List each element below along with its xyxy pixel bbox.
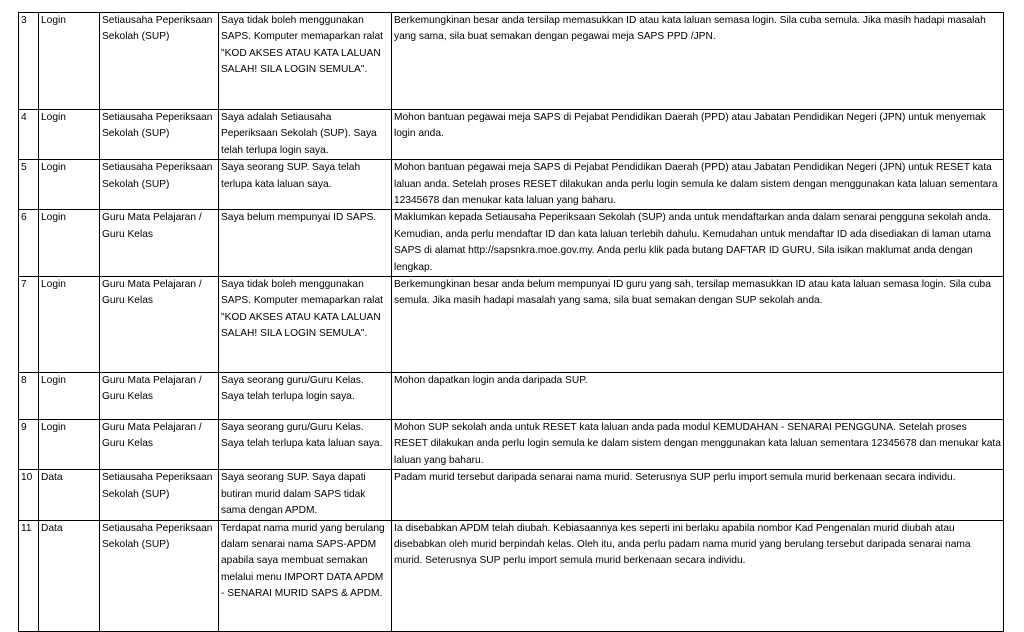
category-cell: Login [39, 160, 100, 210]
answer-cell: Mohon bantuan pegawai meja SAPS di Pejabat Pendidikan Daerah (PPD) atau Jabatan Pendidikan Negeri (JPN) untuk menyemak login anda. [392, 110, 1004, 160]
row-number: 9 [19, 420, 39, 470]
issue-cell: Saya seorang SUP. Saya dapati butiran murid dalam SAPS tidak sama dengan APDM. [219, 470, 392, 520]
table-row [19, 160, 1004, 210]
issue-cell: Saya adalah Setiausaha Peperiksaan Sekolah (SUP). Saya telah terlupa login saya. [219, 110, 392, 160]
issue-cell: Terdapat nama murid yang berulang dalam senarai nama SAPS-APDM apabila saya membuat semakan melalui menu IMPORT DATA APDM - SENARAI MURID SAPS & APDM. [219, 520, 392, 631]
user-cell: Setiausaha Peperiksaan Sekolah (SUP) [100, 470, 219, 520]
user-cell: Setiausaha Peperiksaan Sekolah (SUP) [100, 520, 219, 631]
row-number: 10 [19, 470, 39, 520]
answer-cell: Mohon dapatkan login anda daripada SUP. [392, 373, 1004, 420]
table-row [19, 520, 1004, 631]
user-cell: Setiausaha Peperiksaan Sekolah (SUP) [100, 13, 219, 110]
faq-table [18, 12, 1004, 632]
answer-cell: Berkemungkinan besar anda belum mempunyai ID guru yang sah, tersilap memasukkan ID atau kata laluan semasa login. Sila cuba semula. Jika masih hadapi masalah yang sama, sila buat semakan dengan SUP sekolah anda. [392, 277, 1004, 373]
row-number: 4 [19, 110, 39, 160]
answer-cell: Mohon SUP sekolah anda untuk RESET kata laluan anda pada modul KEMUDAHAN - SENARAI PENGGUNA. Setelah proses RESET dilakukan anda perlu login semula ke dalam sistem dengan menggunakan kata laluan sementara 12345678 dan menukar kata laluan yang baharu. [392, 420, 1004, 470]
category-cell: Login [39, 373, 100, 420]
issue-cell: Saya seorang SUP. Saya telah terlupa kata laluan saya. [219, 160, 392, 210]
category-cell: Login [39, 13, 100, 110]
user-cell: Setiausaha Peperiksaan Sekolah (SUP) [100, 110, 219, 160]
table-row [19, 277, 1004, 373]
category-cell: Login [39, 277, 100, 373]
user-cell: Guru Mata Pelajaran / Guru Kelas [100, 420, 219, 470]
row-number: 5 [19, 160, 39, 210]
category-cell: Login [39, 110, 100, 160]
answer-cell: Mohon bantuan pegawai meja SAPS di Pejabat Pendidikan Daerah (PPD) atau Jabatan Pendidikan Negeri (JPN) untuk RESET kata laluan anda. Setelah proses RESET dilakukan anda perlu login semula ke dalam sistem dengan menggunakan kata laluan sementara 12345678 dan menukar kata laluan yang baharu. [392, 160, 1004, 210]
issue-cell: Saya seorang guru/Guru Kelas. Saya telah terlupa login saya. [219, 373, 392, 420]
issue-cell: Saya belum mempunyai ID SAPS. [219, 210, 392, 277]
table-row [19, 373, 1004, 420]
user-cell: Guru Mata Pelajaran / Guru Kelas [100, 277, 219, 373]
issue-cell: Saya seorang guru/Guru Kelas. Saya telah terlupa kata laluan saya. [219, 420, 392, 470]
table-row [19, 13, 1004, 110]
category-cell: Login [39, 210, 100, 277]
table-row [19, 210, 1004, 277]
table-row [19, 110, 1004, 160]
user-cell: Setiausaha Peperiksaan Sekolah (SUP) [100, 160, 219, 210]
row-number: 7 [19, 277, 39, 373]
user-cell: Guru Mata Pelajaran / Guru Kelas [100, 373, 219, 420]
answer-cell: Ia disebabkan APDM telah diubah. Kebiasaannya kes seperti ini berlaku apabila nombor Kad Pengenalan murid diubah atau disebabkan oleh murid berpindah kelas. Oleh itu, anda perlu padam nama murid yang berulang tersebut daripada senarai nama murid. Seterusnya SUP perlu import semula murid berkenaan secara individu. [392, 520, 1004, 631]
table-row [19, 420, 1004, 470]
issue-cell: Saya tidak boleh menggunakan SAPS. Komputer memaparkan ralat "KOD AKSES ATAU KATA LALUAN SALAH! SILA LOGIN SEMULA". [219, 13, 392, 110]
row-number: 6 [19, 210, 39, 277]
table-row [19, 470, 1004, 520]
row-number: 3 [19, 13, 39, 110]
answer-cell: Padam murid tersebut daripada senarai nama murid. Seterusnya SUP perlu import semula murid berkenaan secara individu. [392, 470, 1004, 520]
row-number: 11 [19, 520, 39, 631]
category-cell: Login [39, 420, 100, 470]
user-cell: Guru Mata Pelajaran / Guru Kelas [100, 210, 219, 277]
answer-cell: Berkemungkinan besar anda tersilap memasukkan ID atau kata laluan semasa login. Sila cuba semula. Jika masih hadapi masalah yang sama, sila buat semakan dengan pegawai meja SAPS PPD /JPN. [392, 13, 1004, 110]
category-cell: Data [39, 470, 100, 520]
category-cell: Data [39, 520, 100, 631]
issue-cell: Saya tidak boleh menggunakan SAPS. Komputer memaparkan ralat "KOD AKSES ATAU KATA LALUAN SALAH! SILA LOGIN SEMULA". [219, 277, 392, 373]
row-number: 8 [19, 373, 39, 420]
answer-cell: Maklumkan kepada Setiausaha Peperiksaan Sekolah (SUP) anda untuk mendaftarkan anda dalam senarai pengguna sekolah anda. Kemudian, anda perlu mendaftar ID dan kata laluan terlebih dahulu. Kemudahan untuk mendaftar ID ada disediakan di laman utama SAPS di alamat http://sapsnkra.moe.gov.my. Anda perlu klik pada butang DAFTAR ID GURU. Sila isikan maklumat anda dengan lengkap. [392, 210, 1004, 277]
